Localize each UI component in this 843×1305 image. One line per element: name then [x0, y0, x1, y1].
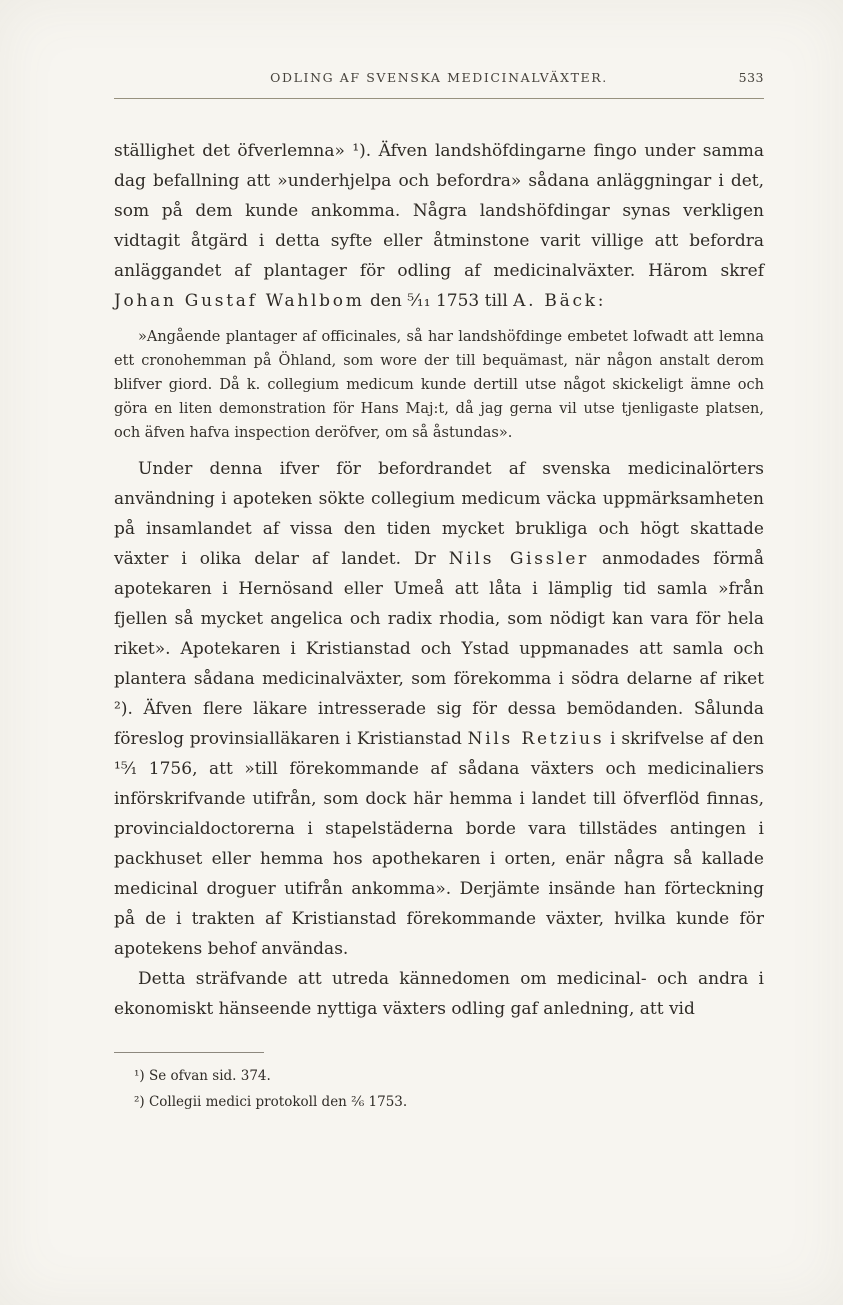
footnote-rule — [114, 1052, 264, 1053]
person-name-back: A. Bäck — [513, 291, 598, 311]
page-header — [114, 70, 764, 85]
footnotes-section — [114, 1052, 764, 1115]
paragraph-2-text-2: anmodades förmå apotekaren i Hernösand eller Umeå att låta i lämplig tid samla »från fjellen så mycket angelica och radix rhodia, som nödigt kan vara för hela riket». Apotekaren i Kristianstad och Ystad uppmanades att samla och plantera sådana medicinalväxter, som förekomma i södra delarne af riket ²). Äfven flere läkare intresserade sig för dessa bemödanden. Sålunda föreslog provinsialläkaren i Kristianstad — [114, 549, 764, 749]
paragraph-3: Detta sträfvande att utreda kännedomen om medicinal- och andra i ekonomiskt hänseende nyttiga växters odling gaf anledning, att vid — [114, 969, 764, 1019]
paragraph-1-colon: : — [597, 291, 604, 311]
quote-paragraph: »Angående plantager af officinales, så har landshöfdinge embetet lofwadt att lemna ett cronohemman på Öhland, som wore der till bequämast, när någon anstalt derom blifver giord. Då k. collegium medicum kunde dertill utse något skickeligt ämne och göra en liten demonstration för Hans Maj:t, då jag gerna vil utse tjenligaste platsen, och äfven hafva inspection deröfver, om så åstundas». — [114, 329, 764, 441]
paragraph-1-date: den ⁵⁄₁₁ 1753 till — [364, 291, 514, 311]
person-name-wahlbom: Johan Gustaf Wahlbom — [114, 291, 365, 311]
text-block — [114, 70, 764, 1115]
person-name-retzius: Nils Retzius — [467, 729, 605, 749]
paragraph-1-text: ställighet det öfverlemna» ¹). Äfven landshöfdingarne fingo under samma dag befallning att »underhjelpa och befordra» sådana anläggningar i det, som på dem kunde ankomma. Några landshöfdingar synas verkligen vidtagit åtgärd i detta syfte eller åtminstone varit villige att befordra anläggandet af plantager för odling af medicinalväxter. Härom skref — [114, 141, 764, 281]
person-name-gissler: Nils Gissler — [448, 549, 589, 569]
paragraph-2 — [114, 454, 764, 964]
paragraph-2-text-1: Under denna ifver för befordrandet af svenska medicinalörters användning i apoteken sökte collegium medicum väcka uppmärksamheten på insamlandet af vissa den tiden mycket brukliga och högt skattade växter i olika delar af landet. Dr — [114, 459, 764, 569]
paragraph-1 — [114, 136, 764, 316]
running-title: ODLING AF SVENSKA MEDICINALVÄXTER. — [270, 70, 608, 85]
footnote-1: ¹) Se ofvan sid. 374. — [134, 1068, 271, 1084]
page-number: 533 — [738, 70, 764, 85]
header-rule — [114, 98, 764, 99]
footnote-2: ²) Collegii medici protokoll den ²⁄₆ 1753. — [134, 1094, 408, 1110]
body-text — [114, 136, 764, 1024]
paragraph-2-text-3: i skrifvelse af den ¹⁵⁄₁ 1756, att »till förekommande af sådana växters och medicinaliers införskrifvande utifrån, som dock här hemma i landet till öfverflöd finnas, provincialdoctorerna i stapelstäderna borde vara tillstädes antingen i packhuset eller hemma hos apothekaren i orten, enär några så kallade medicinal droguer utifrån ankomma». Derjämte insände han förteckning på de i trakten af Kristianstad förekommande växter, hvilka kunde för apotekens behof användas. — [114, 729, 764, 959]
